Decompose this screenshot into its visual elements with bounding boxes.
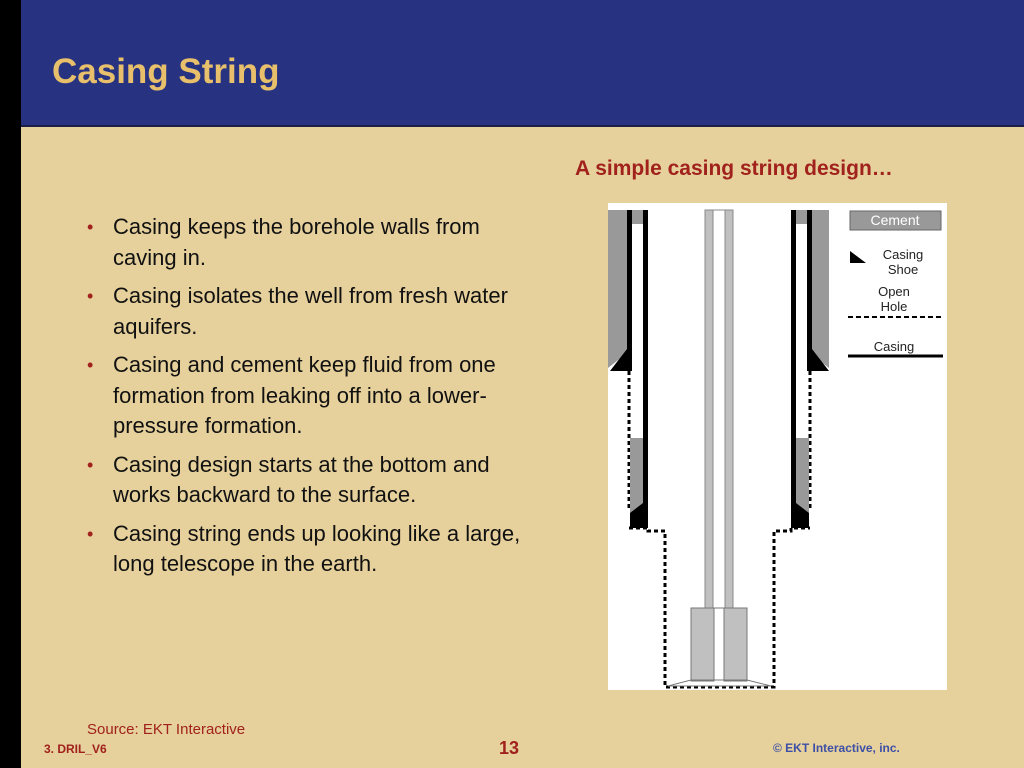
bullet-item (86, 519, 526, 580)
bullet-text: Casing design starts at the bottom and works backward to the surface. (113, 451, 490, 507)
bullet-list (86, 212, 526, 588)
legend-casing-label: Casing (873, 339, 915, 354)
bullet-icon: • (87, 217, 94, 237)
bullet-text: Casing and cement keep fluid from one formation from leaking off into a lower-pressure formation. (113, 352, 496, 438)
bullet-text: Casing string ends up looking like a large, long telescope in the earth. (113, 520, 521, 576)
page-number: 13 (499, 738, 520, 758)
bullet-item (86, 450, 526, 511)
bullet-text: Casing keeps the borehole walls from caving in. (113, 214, 480, 270)
bullet-item (86, 212, 526, 273)
bullet-icon: • (87, 523, 94, 544)
left-edge-strip (0, 0, 21, 768)
diagram-legend (848, 211, 943, 356)
source-credit: Source: EKT Interactive (87, 721, 246, 738)
bullet-icon: • (87, 355, 94, 375)
legend-cement-label: Cement (870, 212, 920, 228)
drill-bit (668, 608, 771, 686)
bullet-item (86, 350, 526, 442)
diagram-caption: A simple casing string design… (575, 157, 893, 180)
bullet-item (86, 281, 526, 342)
legend-open-hole-label-1: Open (878, 284, 910, 299)
bullet-icon: • (87, 454, 94, 475)
drill-pipe (705, 210, 733, 610)
legend-open-hole-label-2: Hole (880, 299, 908, 314)
slide-title: Casing String (52, 52, 280, 91)
legend-casing-shoe-label-2: Shoe (887, 262, 919, 277)
legend-casing-shoe-label-1: Casing (882, 247, 924, 262)
casing-shoe-icon (850, 251, 866, 263)
slide-header (21, 0, 1024, 127)
footer-course-code: 3. DRIL_V6 (44, 742, 107, 756)
bullet-icon: • (87, 286, 94, 306)
bullet-text: Casing isolates the well from fresh water aquifers. (113, 283, 508, 339)
casing-string-diagram (608, 203, 947, 690)
footer-copyright: © EKT Interactive, inc. (773, 741, 900, 755)
